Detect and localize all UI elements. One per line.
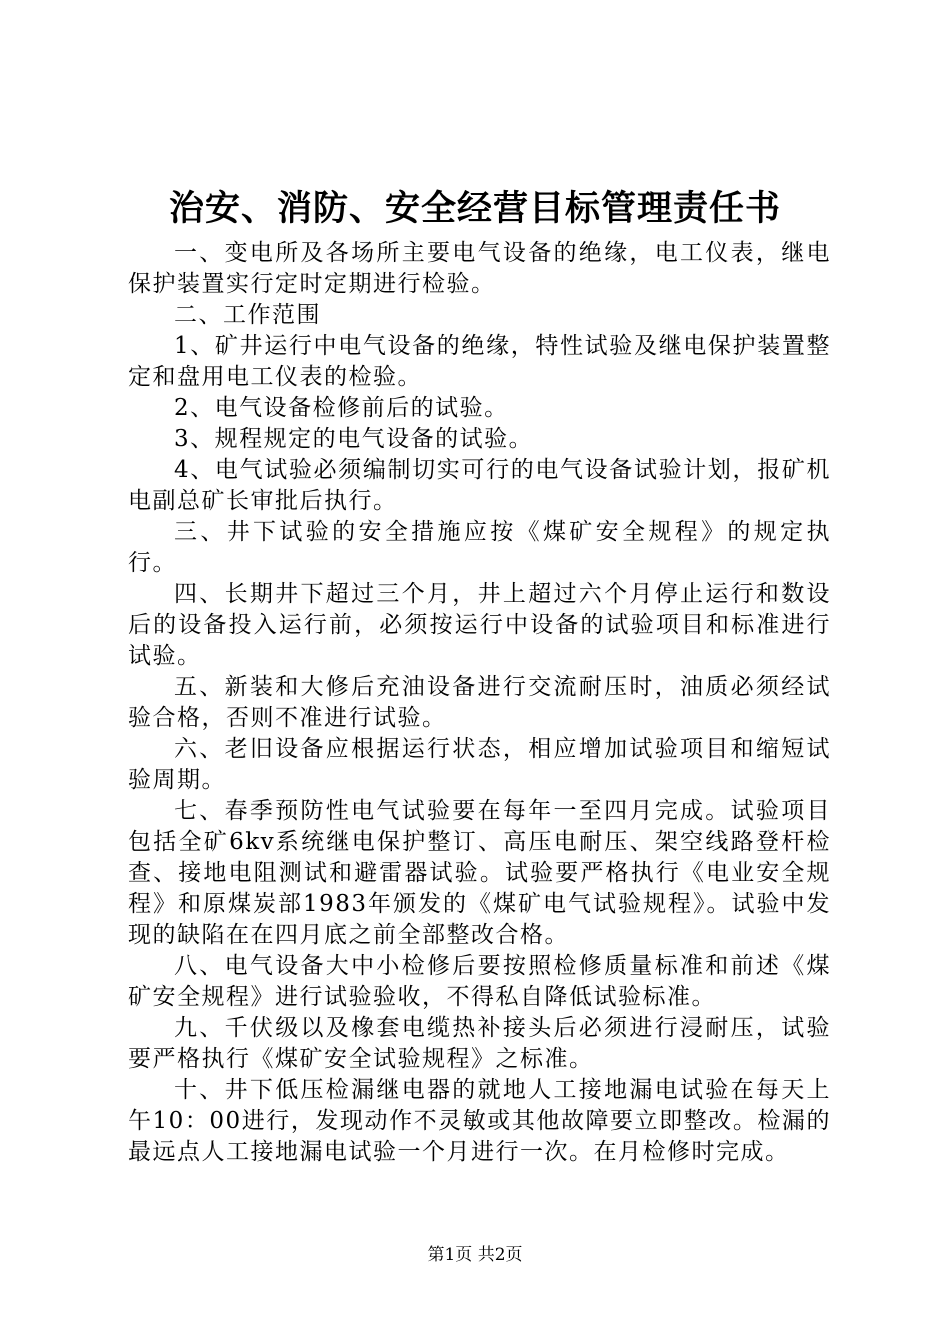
paragraph-1: 一、变电所及各场所主要电气设备的绝缘，电工仪表，继电保护装置实行定时定期进行检验。 xyxy=(128,240,831,297)
page-number-footer: 第1页 共2页 xyxy=(427,1245,523,1265)
paragraph-7: 三、井下试验的安全措施应按《煤矿安全规程》的规定执行。 xyxy=(128,519,831,576)
paragraph-5: 3、规程规定的电气设备的试验。 xyxy=(174,426,534,452)
paragraph-9: 五、新装和大修后充油设备进行交流耐压时，油质必须经试验合格，否则不准进行试验。 xyxy=(128,674,831,731)
paragraph-2: 二、工作范围 xyxy=(174,302,321,328)
paragraph-6: 4、电气试验必须编制切实可行的电气设备试验计划，报矿机电副总矿长审批后执行。 xyxy=(128,457,831,514)
paragraph-12: 八、电气设备大中小检修后要按照检修质量标准和前述《煤矿安全规程》进行试验验收，不得私自降低试验标准。 xyxy=(128,953,831,1010)
document-title: 治安、消防、安全经营目标管理责任书 xyxy=(168,188,781,229)
paragraph-4: 2、电气设备检修前后的试验。 xyxy=(174,395,509,421)
document-body xyxy=(128,238,831,1168)
paragraph-10: 六、老旧设备应根据运行状态，相应增加试验项目和缩短试验周期。 xyxy=(128,736,831,793)
paragraph-13: 九、千伏级以及橡套电缆热补接头后必须进行浸耐压，试验要严格执行《煤矿安全试验规程》之标准。 xyxy=(128,1015,831,1072)
paragraph-11: 七、春季预防性电气试验要在每年一至四月完成。试验项目包括全矿6kv系统继电保护整订、高压电耐压、架空线路登杆检查、接地电阻测试和避雷器试验。试验要严格执行《电业安全规程》和原煤炭部1983年颁发的《煤矿电气试验规程》。试验中发现的缺陷在在四月底之前全部整改合格。 xyxy=(128,798,831,948)
paragraph-3: 1、矿井运行中电气设备的绝缘，特性试验及继电保护装置整定和盘用电工仪表的检验。 xyxy=(128,333,831,390)
paragraph-14: 十、井下低压检漏继电器的就地人工接地漏电试验在每天上午10：00进行，发现动作不灵敏或其他故障要立即整改。检漏的最远点人工接地漏电试验一个月进行一次。在月检修时完成。 xyxy=(128,1077,831,1165)
paragraph-8: 四、长期井下超过三个月，井上超过六个月停止运行和数设后的设备投入运行前，必须按运行中设备的试验项目和标准进行试验。 xyxy=(128,581,831,669)
